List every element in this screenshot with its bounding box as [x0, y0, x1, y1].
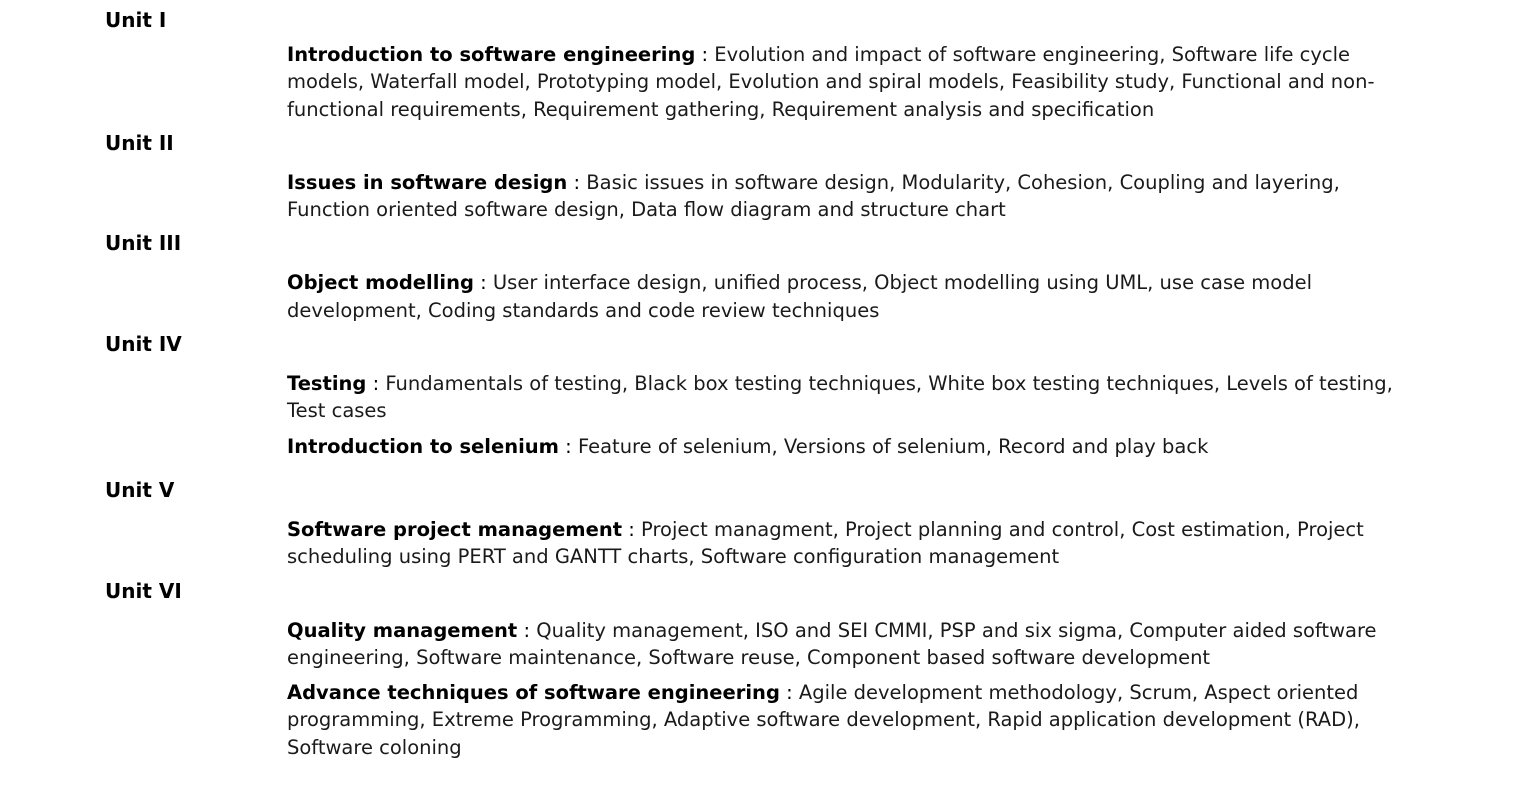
topic-entry	[287, 516, 1419, 571]
topic-description: Fundamentals of testing, Black box testing techniques, White box testing techniques, Levels of testing, Test cases	[287, 372, 1393, 423]
unit-section-6	[0, 579, 1519, 761]
unit-body	[0, 516, 1519, 571]
topic-description: Evolution and impact of software engineering, Software life cycle models, Waterfall model, Prototyping model, Evolution and spiral models, Feasibility study, Functional and non-functional requirements, Requirement gathering, Requirement analysis and specification	[287, 43, 1375, 121]
spacer	[0, 223, 1519, 231]
topic-entry	[287, 370, 1419, 425]
unit-section-5	[0, 478, 1519, 571]
unit-body	[0, 370, 1519, 460]
topic-name: Quality management	[287, 618, 518, 642]
spacer	[0, 324, 1519, 332]
topic-name: Issues in software design	[287, 170, 568, 194]
unit-section-4	[0, 332, 1519, 460]
unit-label: Unit III	[105, 231, 182, 256]
topic-name: Software project management	[287, 517, 623, 541]
topic-separator: :	[523, 618, 537, 642]
spacer	[0, 357, 1519, 370]
topic-name: Introduction to selenium	[287, 434, 559, 458]
unit-label: Unit VI	[105, 578, 182, 603]
topic-entry	[287, 41, 1419, 123]
topic-entry	[287, 269, 1419, 324]
unit-section-2	[0, 131, 1519, 224]
topic-name: Introduction to software engineering	[287, 43, 696, 66]
spacer	[0, 503, 1519, 516]
topic-separator: :	[565, 434, 578, 458]
spacer	[0, 460, 1519, 478]
spacer	[0, 123, 1519, 131]
topic-description: Agile development methodology, Scrum, Aspect oriented programming, Extreme Programming, Adaptive software development, Rapid application development (RAD), Software coloning	[287, 681, 1360, 759]
topic-entry	[287, 169, 1419, 224]
spacer	[0, 571, 1519, 579]
unit-label: Unit IV	[105, 332, 182, 357]
topic-name: Testing	[287, 372, 367, 396]
topic-entry	[287, 679, 1419, 761]
topic-entry	[287, 433, 1419, 460]
unit-body	[0, 41, 1519, 123]
unit-body	[0, 269, 1519, 324]
topic-separator: :	[786, 681, 799, 705]
topic-separator: :	[480, 271, 493, 295]
topic-separator: :	[573, 170, 587, 194]
spacer	[0, 256, 1519, 269]
topic-entry	[287, 617, 1419, 672]
spacer	[0, 156, 1519, 169]
topic-separator: :	[372, 372, 386, 396]
topic-description: Feature of selenium, Versions of selenium, Record and play back	[577, 434, 1209, 458]
topic-name: Advance techniques of software engineering	[287, 681, 780, 705]
unit-body	[0, 169, 1519, 224]
unit-body	[0, 617, 1519, 761]
topic-description: Project managment, Project planning and control, Cost estimation, Project scheduling using PERT and GANTT charts, Software configuration management	[287, 517, 1364, 569]
spacer	[0, 33, 1519, 41]
spacer	[0, 604, 1519, 617]
unit-label: Unit V	[105, 477, 175, 502]
unit-label: Unit II	[105, 130, 174, 155]
unit-section-3	[0, 231, 1519, 324]
topic-description: User interface design, unified process, Object modelling using UML, use case model development, Coding standards and code review techniques	[287, 271, 1313, 322]
topic-separator: :	[701, 43, 715, 66]
unit-section-1	[0, 8, 1519, 123]
topic-name: Object modelling	[287, 271, 474, 295]
unit-label: Unit I	[105, 8, 167, 32]
topic-separator: :	[628, 517, 642, 541]
topic-description: Quality management, ISO and SEI CMMI, PSP and six sigma, Computer aided software engineering, Software maintenance, Software reuse, Component based software development	[287, 618, 1377, 669]
topic-description: Basic issues in software design, Modularity, Cohesion, Coupling and layering, Function oriented software design, Data flow diagram and structure chart	[287, 170, 1340, 222]
